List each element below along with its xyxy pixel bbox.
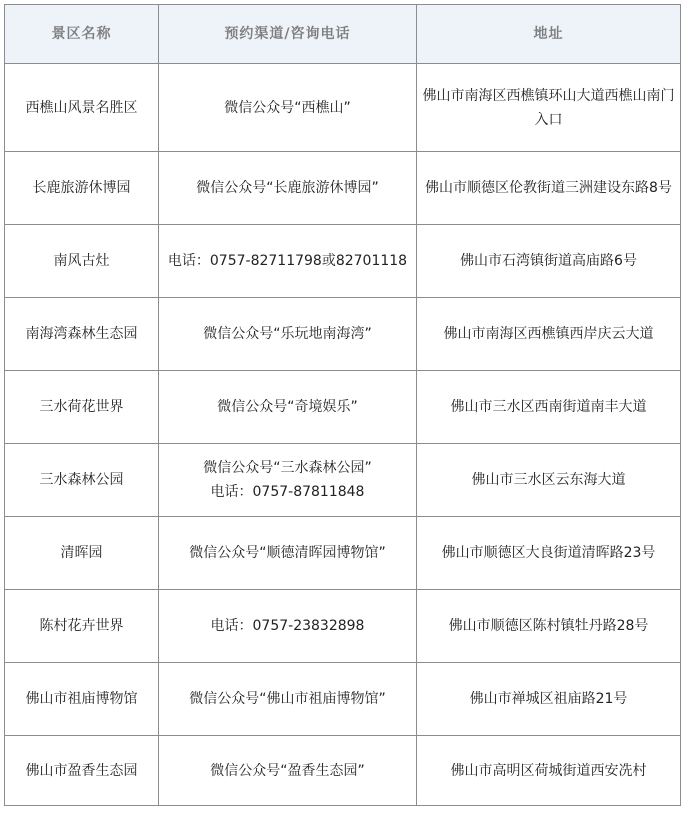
channel-line: 微信公众号“三水森林公园” <box>203 460 372 476</box>
channel-line: 微信公众号“长鹿旅游休博园” <box>196 180 379 196</box>
table-row <box>5 444 681 517</box>
header-row <box>5 5 681 64</box>
table-row <box>5 663 681 736</box>
cell-name: 南风古灶 <box>5 225 159 298</box>
cell-channel <box>159 371 417 444</box>
cell-address: 佛山市三水区云东海大道 <box>417 444 681 517</box>
table-row <box>5 590 681 663</box>
channel-line: 微信公众号“顺德清晖园博物馆” <box>189 545 386 561</box>
cell-name: 三水荷花世界 <box>5 371 159 444</box>
cell-name: 佛山市盈香生态园 <box>5 736 159 806</box>
table-row <box>5 225 681 298</box>
cell-name: 佛山市祖庙博物馆 <box>5 663 159 736</box>
cell-address: 佛山市南海区西樵镇环山大道西樵山南门入口 <box>417 64 681 152</box>
cell-address: 佛山市顺德区伦教街道三洲建设东路8号 <box>417 152 681 225</box>
cell-channel <box>159 590 417 663</box>
cell-name: 长鹿旅游休博园 <box>5 152 159 225</box>
channel-line: 电话：0757-87811848 <box>210 484 365 500</box>
table-row <box>5 298 681 371</box>
header-address: 地址 <box>417 5 681 64</box>
header-name: 景区名称 <box>5 5 159 64</box>
cell-channel <box>159 736 417 806</box>
table-body <box>5 64 681 806</box>
channel-line: 微信公众号“佛山市祖庙博物馆” <box>189 691 386 707</box>
channel-line: 电话：0757-23832898 <box>210 618 365 634</box>
cell-channel <box>159 663 417 736</box>
cell-channel <box>159 444 417 517</box>
cell-address: 佛山市南海区西樵镇西岸庆云大道 <box>417 298 681 371</box>
cell-address: 佛山市顺德区陈村镇牡丹路28号 <box>417 590 681 663</box>
cell-channel <box>159 64 417 152</box>
channel-line: 微信公众号“乐玩地南海湾” <box>203 326 372 342</box>
cell-name: 三水森林公园 <box>5 444 159 517</box>
cell-name: 清晖园 <box>5 517 159 590</box>
cell-channel <box>159 225 417 298</box>
cell-channel <box>159 517 417 590</box>
cell-channel <box>159 298 417 371</box>
cell-address: 佛山市三水区西南街道南丰大道 <box>417 371 681 444</box>
cell-address: 佛山市禅城区祖庙路21号 <box>417 663 681 736</box>
cell-address: 佛山市顺德区大良街道清晖路23号 <box>417 517 681 590</box>
table-row <box>5 152 681 225</box>
channel-line: 电话：0757-82711798或82701118 <box>167 253 408 269</box>
scenic-spots-table <box>4 4 681 806</box>
cell-name: 西樵山风景名胜区 <box>5 64 159 152</box>
table-row <box>5 64 681 152</box>
channel-line: 微信公众号“奇境娱乐” <box>217 399 358 415</box>
cell-channel <box>159 152 417 225</box>
table-row <box>5 736 681 806</box>
cell-address: 佛山市高明区荷城街道西安冼村 <box>417 736 681 806</box>
table-header <box>5 5 681 64</box>
cell-name: 陈村花卉世界 <box>5 590 159 663</box>
channel-line: 微信公众号“盈香生态园” <box>210 762 365 779</box>
cell-address: 佛山市石湾镇街道高庙路6号 <box>417 225 681 298</box>
header-channel: 预约渠道/咨询电话 <box>159 5 417 64</box>
cell-name: 南海湾森林生态园 <box>5 298 159 371</box>
table-row <box>5 371 681 444</box>
table-row <box>5 517 681 590</box>
channel-line: 微信公众号“西樵山” <box>224 99 351 116</box>
